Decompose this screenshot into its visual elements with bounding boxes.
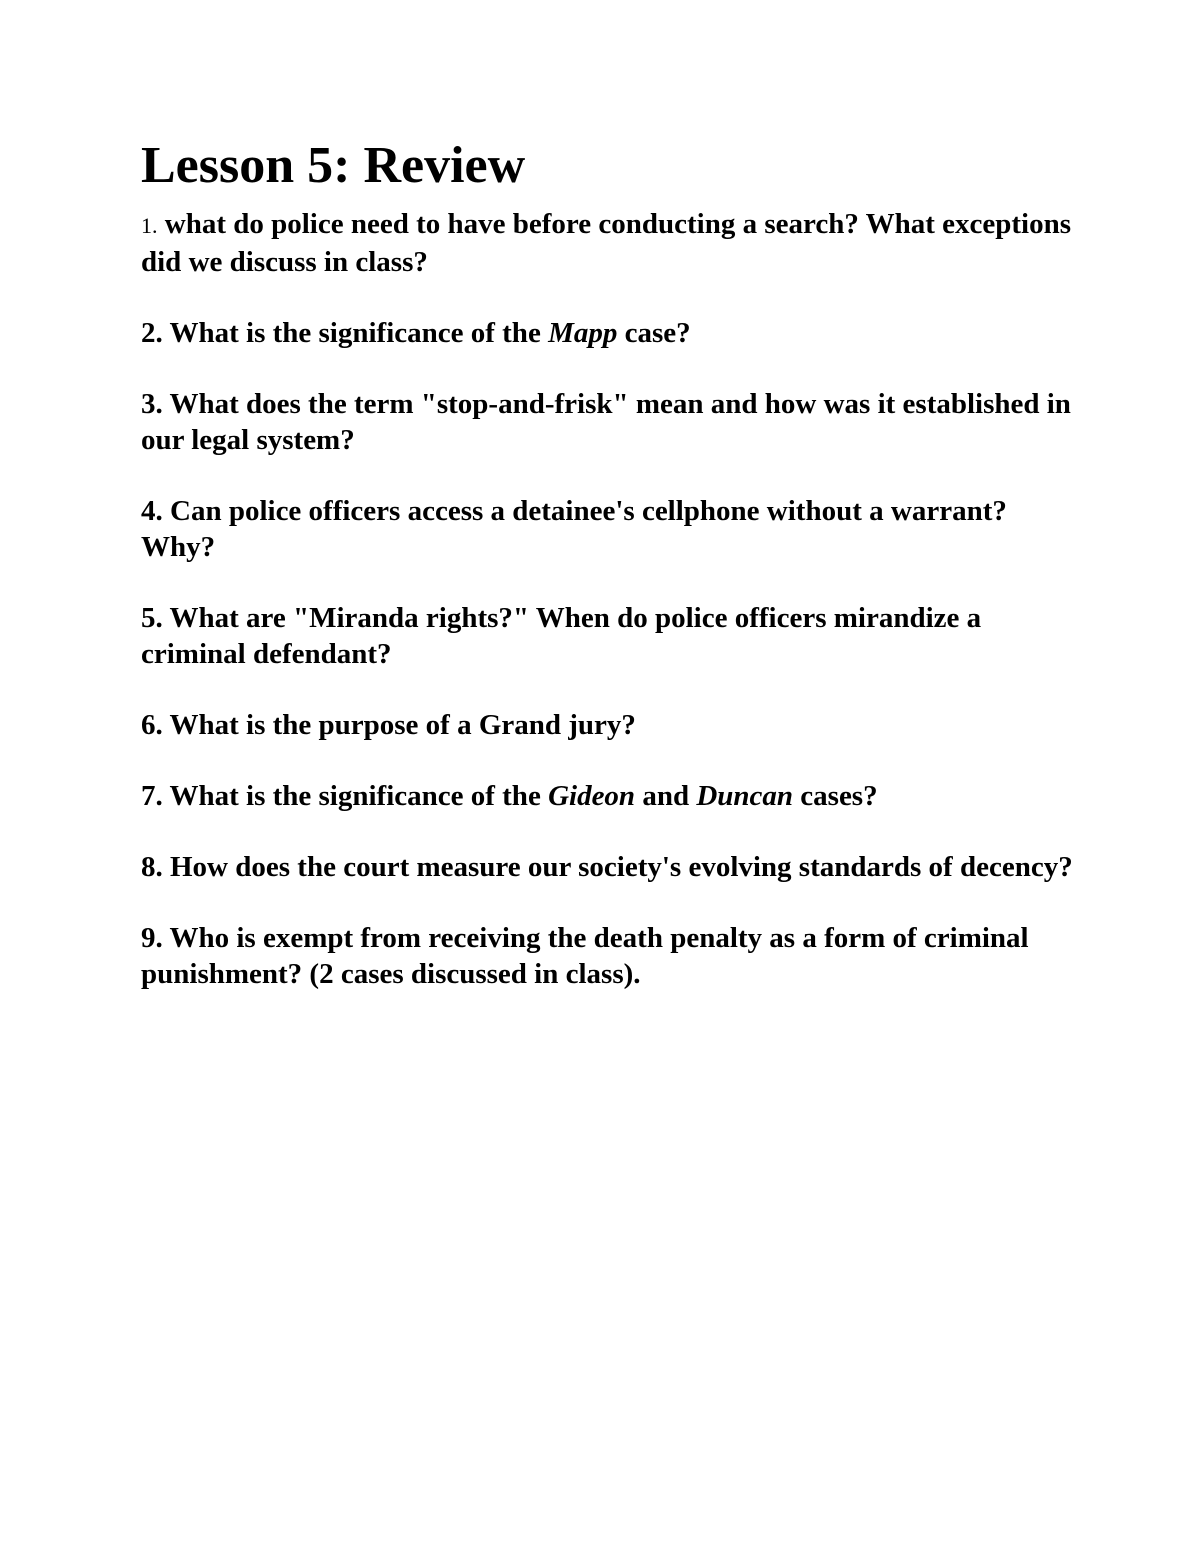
- question-number: 6.: [141, 709, 163, 741]
- question-1: [141, 206, 1081, 280]
- question-text: what do police need to have before conducting a search? What exceptions did we discuss in class?: [141, 208, 1071, 278]
- case-name-gideon: Gideon: [548, 780, 636, 812]
- question-3: [141, 386, 1081, 458]
- question-number: 9.: [141, 922, 163, 954]
- question-number: 4.: [141, 495, 163, 527]
- question-2: [141, 315, 1081, 351]
- question-4: [141, 493, 1081, 565]
- question-text: What is the significance of the: [162, 317, 549, 349]
- question-number: 7.: [141, 780, 163, 812]
- question-text: What are "Miranda rights?" When do police officers mirandize a criminal defendant?: [141, 602, 982, 670]
- case-name-mapp: Mapp: [548, 317, 618, 349]
- question-6: [141, 707, 1081, 743]
- question-5: [141, 600, 1081, 672]
- document-content: [141, 137, 1081, 1027]
- question-text-end: cases?: [793, 780, 878, 812]
- question-text: Who is exempt from receiving the death penalty as a form of criminal punishment? (2 cases discussed in class).: [141, 922, 1029, 990]
- question-8: [141, 849, 1081, 885]
- question-text: What does the term "stop-and-frisk" mean and how was it established in our legal system?: [141, 388, 1071, 456]
- question-text: How does the court measure our society's evolving standards of decency?: [162, 851, 1073, 883]
- question-number: 1.: [141, 213, 158, 238]
- question-number: 8.: [141, 851, 163, 883]
- question-text-middle: and: [635, 780, 697, 812]
- question-text-end: case?: [617, 317, 691, 349]
- page-title: Lesson 5: Review: [141, 137, 526, 194]
- question-text: What is the significance of the: [162, 780, 549, 812]
- question-number: 3.: [141, 388, 163, 420]
- question-text: What is the purpose of a Grand jury?: [162, 709, 636, 741]
- question-number: 2.: [141, 317, 163, 349]
- question-text: Can police officers access a detainee's cellphone without a warrant? Why?: [141, 495, 1007, 563]
- case-name-duncan: Duncan: [696, 780, 794, 812]
- question-7: [141, 778, 1081, 814]
- question-number: 5.: [141, 602, 163, 634]
- question-9: [141, 920, 1081, 992]
